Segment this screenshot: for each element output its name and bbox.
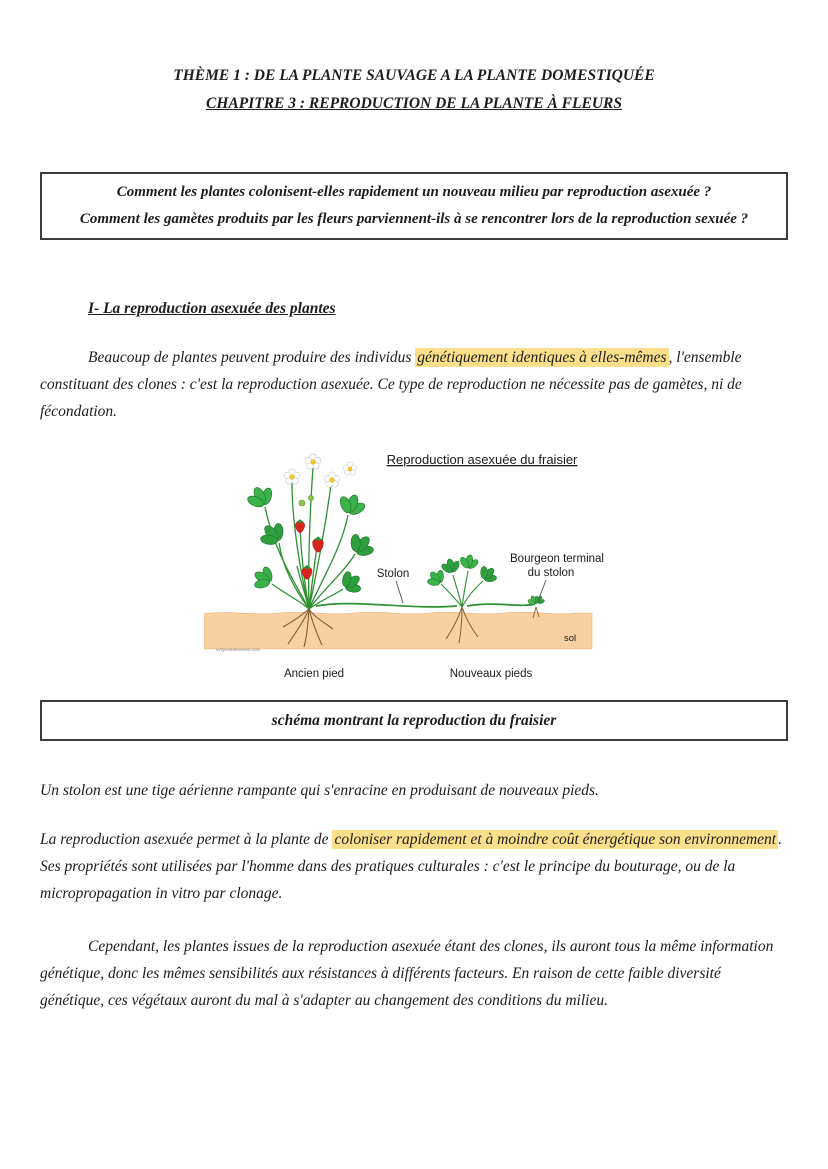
paragraph-stolon-definition: Un stolon est une tige aérienne rampante qui s'enracine en produisant de nouveaux pieds.: [40, 782, 599, 799]
terminal-bud-label-line1: Bourgeon terminal: [510, 553, 604, 565]
figure-caption: schéma montrant la reproduction du fraisier: [271, 712, 557, 729]
paragraph-colonisation: [40, 826, 788, 907]
paragraph-clones-limits: Cependant, les plantes issues de la reproduction asexuée étant des clones, ils auront tous la même information génétique, donc les mêmes sensibilités aux résistances à différents facteurs. En raison de cette faible diversité génétique, ces végétaux auront du mal à s'adapter au changement des conditions du milieu.: [40, 938, 774, 1009]
section-heading-asexual-reproduction: I- La reproduction asexuée des plantes: [88, 300, 336, 317]
strawberry-reproduction-diagram: [204, 451, 624, 686]
soil-label: sol: [564, 633, 577, 644]
document-header: [40, 62, 788, 118]
watermark-text: svtlyceedevienne.com: [216, 647, 261, 652]
question-box: [40, 172, 788, 240]
figure-title: Reproduction asexuée du fraisier: [386, 452, 578, 467]
soil-band: [204, 612, 592, 649]
new-plants-label: Nouveaux pieds: [449, 668, 533, 680]
paragraph-intro-after: , l'ensemble constituant des clones : c'est la reproduction asexuée. Ce type de reproduction ne nécessite pas de gamètes, ni de fécondation.: [40, 349, 742, 420]
paragraph-intro: [40, 344, 788, 425]
terminal-bud-label-line2: du stolon: [527, 567, 575, 579]
old-plant-label: Ancien pied: [283, 668, 345, 680]
old-plant-flowers: [284, 454, 357, 487]
stolon-label: Stolon: [376, 568, 410, 580]
doc-title-line2: CHAPITRE 3 : REPRODUCTION DE LA PLANTE À FLEURS: [206, 95, 622, 112]
doc-title-line1: THÈME 1 : DE LA PLANTE SAUVAGE A LA PLANTE DOMESTIQUÉE: [173, 67, 655, 84]
new-plant-stems: [441, 571, 483, 607]
question-line-1: Comment les plantes colonisent-elles rapidement un nouveau milieu par reproduction asexuée ?: [116, 184, 712, 200]
paragraph-colonisation-before: La reproduction asexuée permet à la plante de: [40, 831, 333, 848]
label-leader-lines: [396, 580, 546, 603]
paragraph-colonisation-after: . Ses propriétés sont utilisées par l'homme dans des pratiques culturales : c'est le principe du bouturage, ou de la micropropagation in vitro par clonage.: [40, 831, 782, 902]
stolon-line: [316, 604, 535, 607]
highlight-genetically-identical: génétiquement identiques à elles-mêmes: [417, 349, 667, 366]
strawberry-diagram-figure: [204, 451, 624, 686]
paragraph-intro-before: Beaucoup de plantes peuvent produire des individus: [88, 349, 416, 366]
highlight-colonise-environment: coloniser rapidement et à moindre coût énergétique son environnement: [334, 831, 777, 848]
caption-box: [40, 700, 788, 741]
question-line-2: Comment les gamètes produits par les fleurs parviennent-ils à se rencontrer lors de la reproduction sexuée ?: [79, 211, 749, 227]
